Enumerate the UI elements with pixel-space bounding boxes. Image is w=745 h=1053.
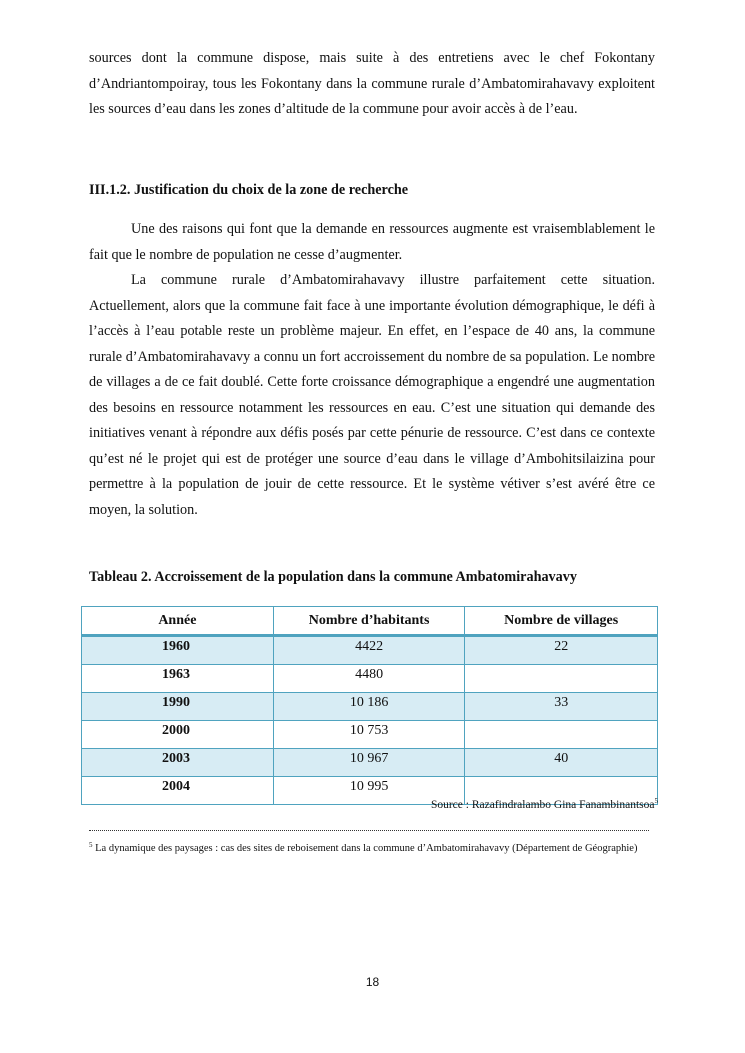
- paragraph-demand: Une des raisons qui font que la demande en ressources augmente est vraisemblablement le fait que le nombre de population ne cesse d’augmenter.: [89, 221, 655, 263]
- cell-year: 1960: [82, 636, 274, 665]
- cell-villages: [465, 665, 658, 693]
- paragraph-commune: La commune rurale d’Ambatomirahavavy illustre parfaitement cette situation. Actuellement, alors que la commune fait face à une importante évolution démographique, le défi à l’accès à l’eau potable reste un problème majeur. En effet, en l’espace de 40 ans, la commune rurale d’Ambatomirahavavy a connu un fort accroissement du nombre de sa population. Le nombre de villages a de ce fait doublé. Cette forte croissance démographique a engendré une augmentation des besoins en ressource notamment les ressources en eau. C’est une situation qui demande des initiatives venant à répondre aux défis posés par cette pénurie de ressource. C’est dans ce contexte qu’est né le projet qui est de protéger une source d’eau dans le village d’Ambohitsilaizina pour permettre à la population de jouir de cette ressource. Et le système vétiver s’est avéré être ce moyen, la solution.: [89, 272, 655, 518]
- footnote: [89, 838, 655, 856]
- table-row: [82, 693, 658, 721]
- table-row: [82, 749, 658, 777]
- section-heading: III.1.2. Justification du choix de la zone de recherche: [89, 182, 409, 198]
- footnote-text: La dynamique des paysages : cas des sites de reboisement dans la commune d’Ambatomirahavavy (Département de Géographie): [95, 843, 638, 854]
- page-number: 18: [365, 975, 380, 989]
- cell-year: 2003: [82, 749, 274, 777]
- cell-inhabitants: 4422: [273, 636, 465, 665]
- table-caption: Tableau 2. Accroissement de la population dans la commune Ambatomirahavavy: [89, 569, 577, 585]
- table-row: [82, 721, 658, 749]
- footnote-number: 5: [89, 841, 93, 849]
- cell-inhabitants: 10 753: [273, 721, 465, 749]
- cell-inhabitants: 10 186: [273, 693, 465, 721]
- cell-year: 1963: [82, 665, 274, 693]
- table-row: [82, 636, 658, 665]
- cell-inhabitants: 10 995: [273, 777, 465, 805]
- cell-inhabitants: 4480: [273, 665, 465, 693]
- cell-villages: 22: [465, 636, 658, 665]
- cell-inhabitants: 10 967: [273, 749, 465, 777]
- cell-year: 2004: [82, 777, 274, 805]
- footnote-separator: [89, 830, 649, 831]
- table-header-row: [82, 607, 658, 636]
- header-inhabitants: Nombre d’habitants: [273, 607, 465, 636]
- footnote-reference: 5: [654, 797, 658, 805]
- intro-paragraph: sources dont la commune dispose, mais suite à des entretiens avec le chef Fokontany d’Andriantompoiray, tous les Fokontany dans la commune rurale d’Ambatomirahavavy exploitent les sources d’eau dans les zones d’altitude de la commune pour avoir accès à de l’eau.: [89, 50, 655, 117]
- cell-villages: 33: [465, 693, 658, 721]
- cell-year: 2000: [82, 721, 274, 749]
- source-text: Source : Razafindralambo Gina Fanambinantsoa: [430, 799, 655, 811]
- table-row: [82, 665, 658, 693]
- cell-villages: [465, 721, 658, 749]
- header-villages: Nombre de villages: [465, 607, 658, 636]
- table-source: [431, 797, 658, 811]
- population-table: [81, 606, 658, 805]
- cell-villages: 40: [465, 749, 658, 777]
- header-year: Année: [82, 607, 274, 636]
- cell-year: 1990: [82, 693, 274, 721]
